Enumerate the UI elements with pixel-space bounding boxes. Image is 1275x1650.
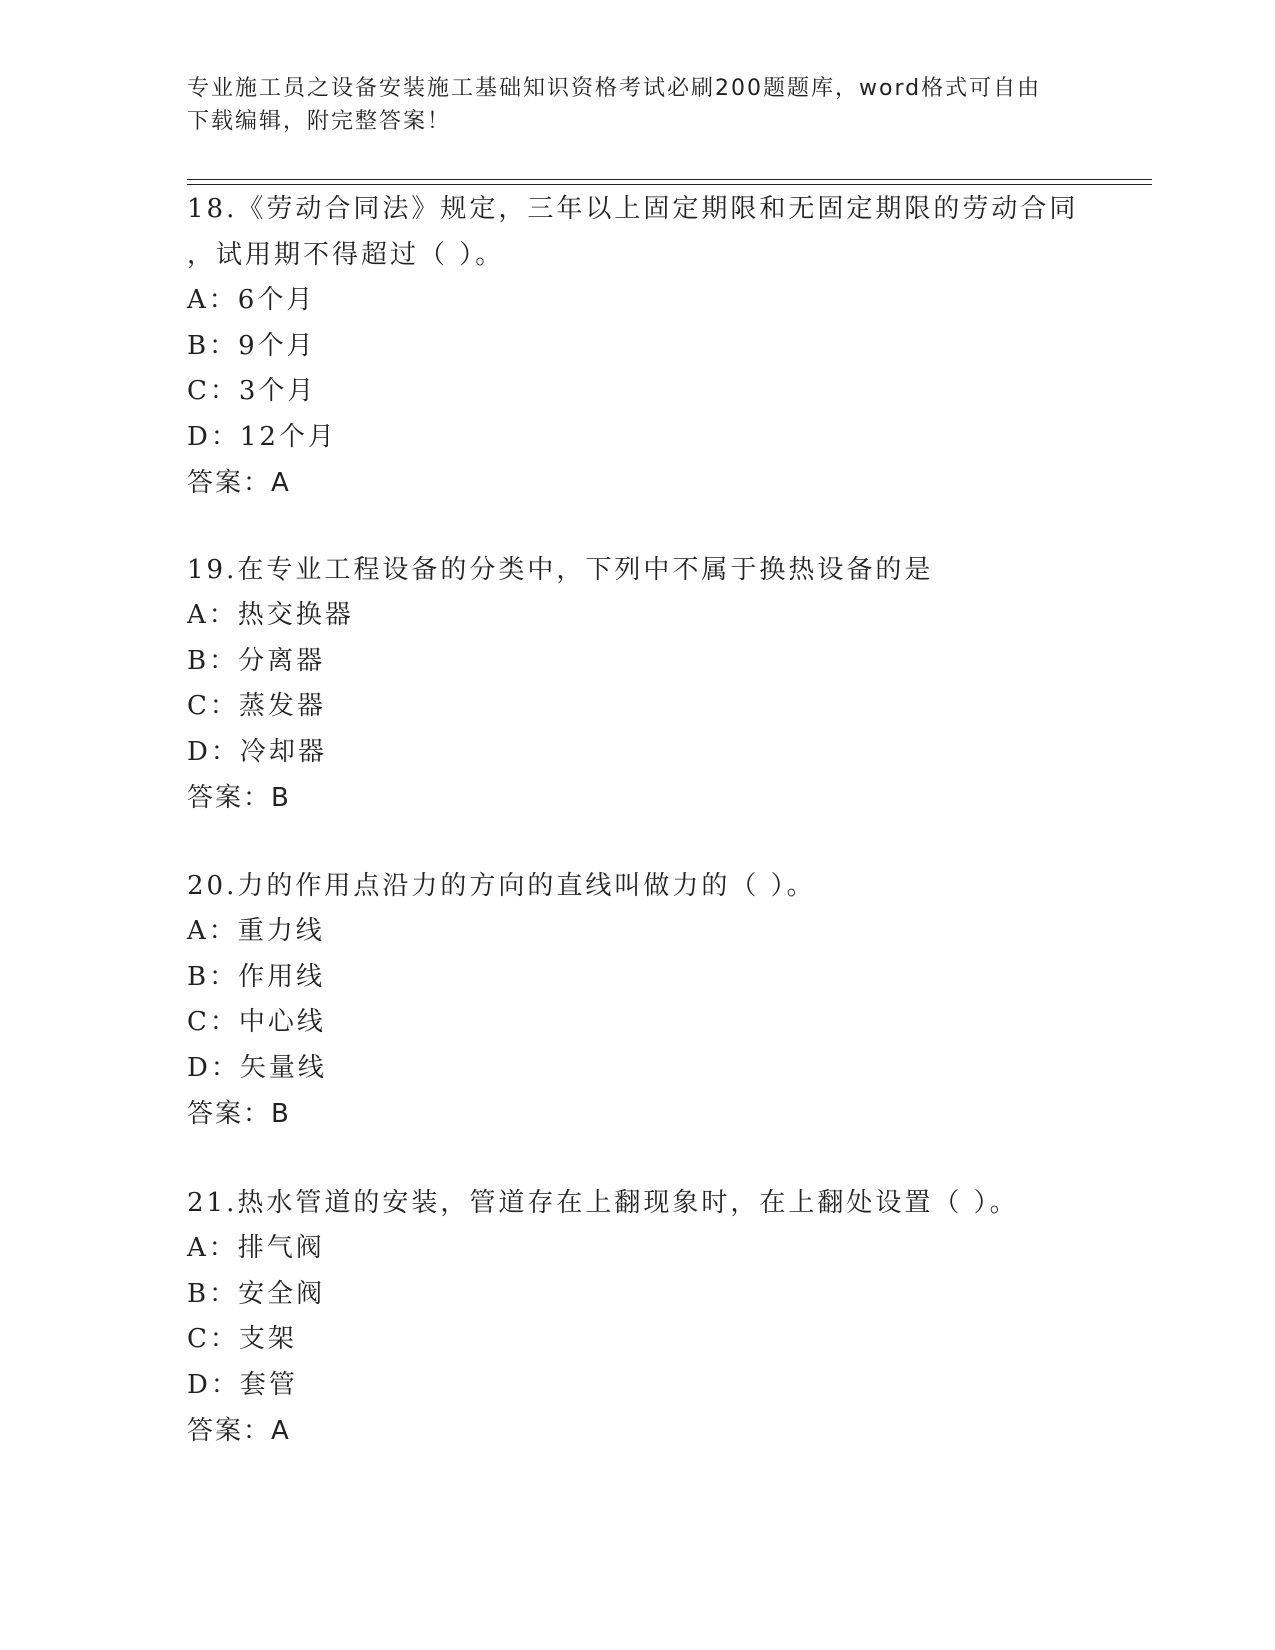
option-a: A：排气阀 bbox=[187, 1233, 325, 1263]
answer: 答案：B bbox=[187, 783, 291, 813]
option-d: D：套管 bbox=[187, 1369, 298, 1400]
question-text: 20.力的作用点沿力的方向的直线叫做力的（ ）。 bbox=[187, 871, 816, 901]
question-19 bbox=[187, 547, 1087, 821]
answer: 答案：A bbox=[187, 1416, 291, 1446]
option-c: C：蒸发器 bbox=[187, 691, 326, 721]
option-d: D：矢量线 bbox=[187, 1052, 327, 1083]
option-c: C：中心线 bbox=[187, 1007, 326, 1037]
header-divider-top bbox=[187, 179, 1152, 180]
question-text: 21.热水管道的安装，管道存在上翻现象时，在上翻处设置（ ）。 bbox=[187, 1188, 1019, 1218]
option-d: D：12个月 bbox=[187, 421, 337, 452]
header-divider-bottom bbox=[187, 184, 1152, 185]
option-d: D：冷却器 bbox=[187, 736, 327, 767]
header-line-2: 下载编辑，附完整答案！ bbox=[187, 109, 452, 134]
option-a: A：热交换器 bbox=[187, 600, 354, 630]
question-text-continued: ，试用期不得超过（ ）。 bbox=[187, 240, 505, 270]
document-header bbox=[187, 72, 1087, 138]
question-text: 19.在专业工程设备的分类中，下列中不属于换热设备的是 bbox=[187, 555, 934, 585]
option-b: B：9个月 bbox=[187, 330, 316, 361]
option-b: B：作用线 bbox=[187, 961, 326, 992]
question-18 bbox=[187, 186, 1087, 506]
answer: 答案：B bbox=[187, 1099, 291, 1129]
option-a: A：6个月 bbox=[187, 285, 316, 315]
option-a: A：重力线 bbox=[187, 916, 325, 946]
option-c: C：支架 bbox=[187, 1324, 297, 1354]
option-c: C：3个月 bbox=[187, 376, 317, 406]
question-text: 18.《劳动合同法》规定，三年以上固定期限和无固定期限的劳动合同 bbox=[187, 194, 1079, 224]
option-b: B：分离器 bbox=[187, 645, 326, 676]
header-line-1: 专业施工员之设备安装施工基础知识资格考试必刷200题题库，word格式可自由 bbox=[187, 76, 1042, 101]
question-21 bbox=[187, 1180, 1087, 1454]
answer: 答案：A bbox=[187, 468, 291, 498]
option-b: B：安全阀 bbox=[187, 1278, 326, 1309]
question-20 bbox=[187, 863, 1087, 1137]
